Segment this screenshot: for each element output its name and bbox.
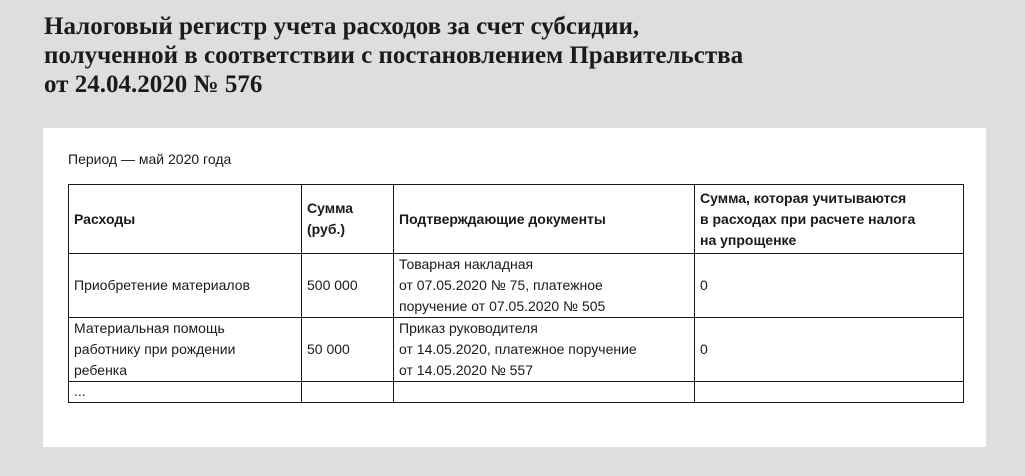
cell-expense: Материальная помощь работнику при рождении ребенка	[69, 318, 302, 382]
cell-empty	[394, 382, 695, 403]
cell-amount: 500 000	[302, 254, 394, 318]
header-amount: Сумма (руб.)	[302, 185, 394, 254]
cell-expense: Приобретение материалов	[69, 254, 302, 318]
table-header-row	[69, 185, 964, 254]
cell-empty	[302, 382, 394, 403]
period-label: Период — май 2020 года	[68, 151, 232, 167]
table-row	[69, 254, 964, 318]
cell-empty	[695, 382, 964, 403]
title-line: полученной в соответствии с постановлением Правительства	[44, 42, 744, 69]
title-line: Налоговый регистр учета расходов за счет субсидии,	[44, 13, 640, 40]
cell-documents: Приказ руководителя от 14.05.2020, платежное поручение от 14.05.2020 № 557	[394, 318, 695, 382]
cell-counted: 0	[695, 318, 964, 382]
register-table	[68, 184, 964, 403]
table-row	[69, 318, 964, 382]
cell-amount: 50 000	[302, 318, 394, 382]
cell-ellipsis: ...	[69, 382, 302, 403]
header-documents: Подтверждающие документы	[394, 185, 695, 254]
register-title	[44, 12, 1004, 99]
cell-counted: 0	[695, 254, 964, 318]
header-expenses: Расходы	[69, 185, 302, 254]
title-line: от 24.04.2020 № 576	[44, 71, 263, 98]
cell-documents: Товарная накладная от 07.05.2020 № 75, платежное поручение от 07.05.2020 № 505	[394, 254, 695, 318]
register-card	[43, 128, 986, 447]
header-counted-amount: Сумма, которая учитываются в расходах при расчете налога на упрощенке	[695, 185, 964, 254]
table-row-ellipsis	[69, 382, 964, 403]
